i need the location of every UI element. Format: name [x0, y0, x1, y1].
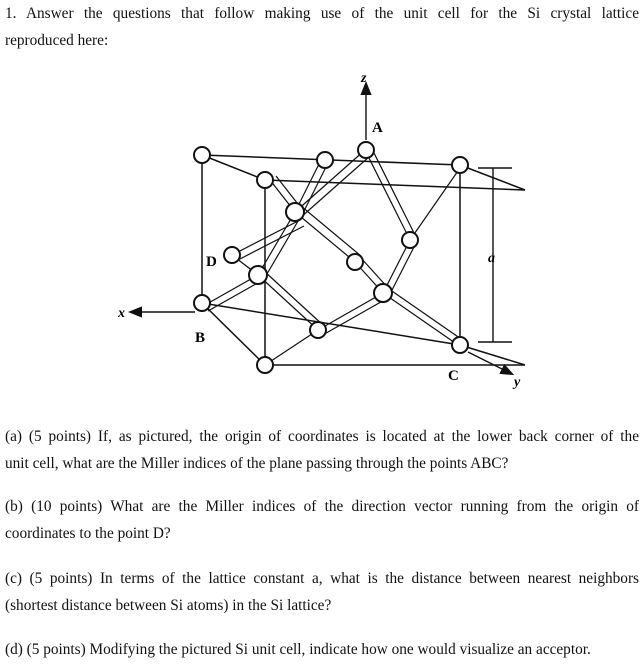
part-c — [5, 565, 639, 619]
part-b-line-1: (b) (10 points) What are the Miller indices of the direction vector running from the origin of — [5, 498, 639, 515]
part-c-line-1: (c) (5 points) In terms of the lattice constant a, what is the distance between nearest neighbors — [5, 570, 639, 587]
atom — [310, 322, 326, 338]
part-a-line-2: unit cell, what are the Miller indices of the plane passing through the points ABC? — [5, 455, 509, 472]
si-unit-cell-figure — [0, 60, 644, 400]
part-a — [5, 423, 639, 477]
atom — [347, 254, 363, 270]
part-b-line-2: coordinates to the point D? — [5, 525, 171, 542]
question-header — [5, 0, 639, 54]
atom — [452, 337, 468, 353]
part-c-line-2: (shortest distance between Si atoms) in the Si lattice? — [5, 597, 332, 614]
bonds — [205, 147, 464, 365]
atom — [257, 172, 273, 188]
label-C: C — [448, 368, 459, 384]
label-D: D — [206, 254, 217, 270]
atom — [194, 295, 210, 311]
atom — [286, 203, 304, 221]
axis-x-label: x — [118, 306, 125, 321]
atom — [224, 247, 240, 263]
question-line-2: reproduced here: — [5, 32, 109, 49]
question-line-1: 1. Answer the questions that follow making use of the unit cell for the Si crystal lattice — [5, 5, 639, 22]
atom — [194, 147, 210, 163]
dimension-a — [478, 168, 512, 342]
part-a-line-1: (a) (5 points) If, as pictured, the origin of coordinates is located at the lower back corner of the — [5, 428, 639, 445]
atom — [317, 152, 333, 168]
label-B: B — [195, 330, 206, 346]
part-d-line-1: (d) (5 points) Modifying the pictured Si unit cell, indicate how one would visualize an acceptor. — [5, 641, 591, 658]
part-d — [5, 636, 639, 663]
atoms — [194, 142, 468, 373]
label-A: A — [372, 120, 383, 136]
atom — [249, 266, 267, 284]
y-axis-arrow — [468, 352, 508, 372]
atom — [374, 284, 392, 302]
atom — [452, 157, 468, 173]
dimension-a-label: a — [488, 251, 495, 266]
atom — [257, 357, 273, 373]
atom — [402, 232, 418, 248]
axis-z-label: z — [361, 71, 367, 86]
atom — [358, 142, 374, 158]
axis-y-label: y — [514, 375, 521, 390]
part-b — [5, 493, 639, 547]
